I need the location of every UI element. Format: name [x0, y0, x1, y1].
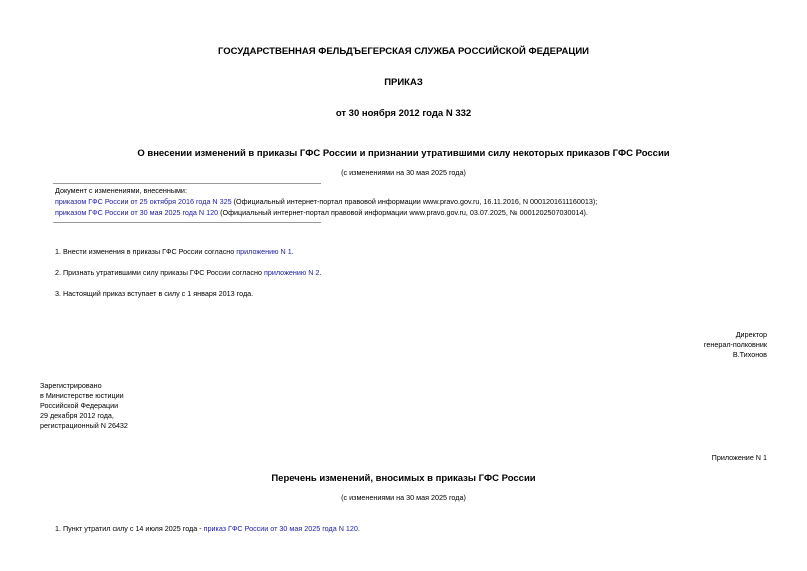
change-source-1: (Официальный интернет-портал правовой информации www.pravo.gov.ru, 16.11.2016, N 0001201611160013); — [231, 197, 598, 206]
appendix-item-1 — [55, 524, 360, 533]
signatory-rank: генерал-полковник — [703, 340, 767, 349]
clause-3-text: 3. Настоящий приказ вступает в силу с 1 января 2013 года. — [55, 289, 254, 298]
appendix-item-1-end: . — [357, 524, 360, 533]
appendix-item-1-link[interactable]: приказ ГФС России от 30 мая 2025 года N 120 — [203, 524, 358, 533]
edition-note: (с изменениями на 30 мая 2025 года) — [341, 168, 466, 177]
change-link-1[interactable]: приказом ГФС России от 25 октября 2016 года N 325 — [55, 197, 232, 206]
changes-box-bottom-rule — [53, 222, 321, 223]
appendix-1-link[interactable]: приложению N 1 — [236, 247, 292, 256]
clause-2-text: 2. Признать утратившими силу приказы ГФС России согласно — [55, 268, 264, 277]
appendix-2-link[interactable]: приложению N 2 — [263, 268, 320, 277]
registration-line: Российской Федерации — [40, 401, 119, 410]
document-type: ПРИКАЗ — [384, 77, 423, 88]
appendix-edition-note: (с изменениями на 30 мая 2025 года) — [341, 493, 466, 502]
registration-line: в Министерстве юстиции — [40, 391, 124, 400]
appendix-label: Приложение N 1 — [711, 453, 767, 462]
clause-1 — [55, 247, 294, 256]
registration-line: Зарегистрировано — [40, 381, 102, 390]
clause-2 — [55, 268, 321, 277]
signatory-title: Директор — [735, 330, 767, 339]
registration-line: регистрационный N 26432 — [40, 421, 128, 430]
change-item — [55, 208, 588, 217]
change-source-2: (Официальный интернет-портал правовой информации www.pravo.gov.ru, 03.07.2025, № 0001202507030014). — [218, 208, 588, 217]
signatory-name: В.Тихонов — [732, 350, 767, 359]
clause-3 — [55, 289, 253, 298]
appendix-title: Перечень изменений, вносимых в приказы ГФС России — [271, 473, 536, 484]
change-item — [55, 197, 597, 206]
changes-intro: Документ с изменениями, внесенными: — [55, 186, 187, 195]
clause-2-end: . — [319, 268, 322, 277]
appendix-item-1-text: 1. Пункт утратил силу с 14 июля 2025 года - — [55, 524, 204, 533]
clause-1-text: 1. Внести изменения в приказы ГФС России согласно — [55, 247, 237, 256]
change-link-2[interactable]: приказом ГФС России от 30 мая 2025 года N 120 — [55, 208, 219, 217]
registration-line: 29 декабря 2012 года, — [40, 411, 114, 420]
changes-box-top-rule — [53, 183, 321, 184]
document-subject: О внесении изменений в приказы ГФС России и признании утратившими силу некоторых приказов ГФС России — [137, 148, 670, 159]
document-date-number: от 30 ноября 2012 года N 332 — [335, 108, 472, 119]
agency-title: ГОСУДАРСТВЕННАЯ ФЕЛЬДЪЕГЕРСКАЯ СЛУЖБА РОССИЙСКОЙ ФЕДЕРАЦИИ — [218, 46, 589, 57]
clause-1-end: . — [291, 247, 294, 256]
